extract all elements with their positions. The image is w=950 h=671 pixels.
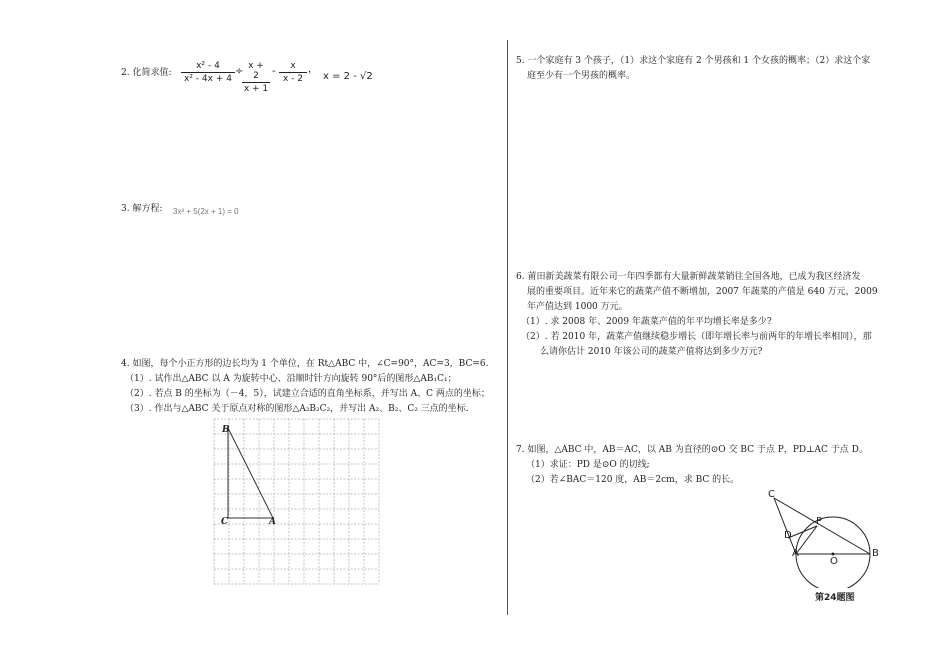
q6-line-3: 年产值达到 1000 万元。 bbox=[527, 302, 628, 312]
q3-label: 3. 解方程: bbox=[121, 204, 163, 214]
q2-frac3-denominator: x - 2 bbox=[282, 74, 304, 84]
q7-label-a: A bbox=[792, 548, 799, 559]
q7-line-1: 7. 如图，△ABC 中，AB＝AC，以 AB 为直径的⊙O 交 BC 于点 P，PD⊥AC 于点 D。 bbox=[516, 445, 868, 455]
q6-line-5: （2）. 若 2010 年，蔬菜产值继续稳步增长（即年增长率与前两年的年增长率相同），那 bbox=[521, 332, 872, 342]
q7-figure-caption: 第24题图 bbox=[815, 593, 855, 603]
q2-fraction-2 bbox=[242, 61, 270, 94]
q2-frac1-denominator: x² - 4x + 4 bbox=[184, 74, 232, 84]
q7-label-o: O bbox=[830, 556, 838, 567]
q5-line-2: 庭至少有一个男孩的概率。 bbox=[527, 71, 636, 81]
q2-frac1-numerator: x² - 4 bbox=[181, 61, 235, 73]
q7-label-b: B bbox=[872, 548, 879, 559]
q4-grid-figure bbox=[213, 418, 381, 586]
q7-line-2: （1）求证：PD 是⊙O 的切线; bbox=[526, 460, 650, 470]
q4-grid-lines bbox=[214, 419, 379, 584]
q2-value: x = 2 - √2 bbox=[323, 71, 373, 82]
column-divider bbox=[507, 40, 508, 615]
q4-line-4: （3）. 作出与△ABC 关于原点对称的图形△A₂B₂C₂，并写出 A₂、B₂、C₂ 三点的坐标. bbox=[125, 404, 469, 414]
q2-fraction-3 bbox=[279, 61, 307, 84]
q2-fraction-1 bbox=[181, 61, 235, 84]
q7-geometry-figure bbox=[760, 488, 880, 588]
q5-line-1: 5. 一个家庭有 3 个孩子，（1）求这个家庭有 2 个男孩和 1 个女孩的概率；（2）求这个家 bbox=[516, 56, 871, 66]
q4-label-a: A bbox=[269, 517, 276, 527]
q4-label-b: B bbox=[222, 425, 230, 435]
q2-frac2-denominator: x + 1 bbox=[243, 84, 269, 94]
q6-line-4: （1）. 求 2008 年、2009 年蔬菜产值的年平均增长率是多少? bbox=[521, 317, 772, 327]
q4-triangle-side-ab bbox=[228, 428, 273, 518]
q6-line-6: 么请你估计 2010 年该公司的蔬菜产值将达到多少万元? bbox=[540, 347, 763, 357]
q2-frac2-numerator: x + 2 bbox=[242, 61, 270, 83]
q4-line-3: （2）. 若点 B 的坐标为（－4，5），试建立合适的直角坐标系，并写出 A、C 两点的坐标； bbox=[125, 389, 490, 399]
q4-line-2: （1）. 试作出△ABC 以 A 为旋转中心、沿顺时针方向旋转 90°后的图形△AB₁C₁； bbox=[125, 374, 457, 384]
q7-label-p: P bbox=[816, 516, 823, 527]
q2-frac3-numerator: x bbox=[279, 61, 307, 73]
q2-divide-sign: ÷ bbox=[235, 66, 244, 77]
q2-label: 2. 化简求值: bbox=[121, 68, 172, 78]
q4-label-c: C bbox=[221, 517, 229, 527]
q7-label-c: C bbox=[768, 489, 775, 500]
q7-label-d: D bbox=[784, 530, 792, 541]
q4-line-1: 4. 如图，每个小正方形的边长均为 1 个单位，在 Rt△ABC 中，∠C=90°，AC=3，BC=6. bbox=[121, 359, 489, 369]
q2-comma: ， bbox=[308, 64, 318, 75]
q7-line-ac bbox=[774, 498, 796, 554]
q2-minus-sign: - bbox=[272, 66, 276, 77]
q6-line-1: 6. 莆田新美蔬菜有限公司一年四季都有大量新鲜蔬菜销往全国各地，已成为我区经济发 bbox=[516, 272, 861, 282]
q3-equation: 3x² + 5(2x + 1) = 0 bbox=[173, 207, 239, 216]
q6-line-2: 展的重要项目。近年来它的蔬菜产值不断增加，2007 年蔬菜的产值是 640 万元，2009 bbox=[527, 287, 878, 297]
q7-line-3: （2）若∠BAC＝120 度，AB＝2cm，求 BC 的长。 bbox=[526, 475, 740, 485]
